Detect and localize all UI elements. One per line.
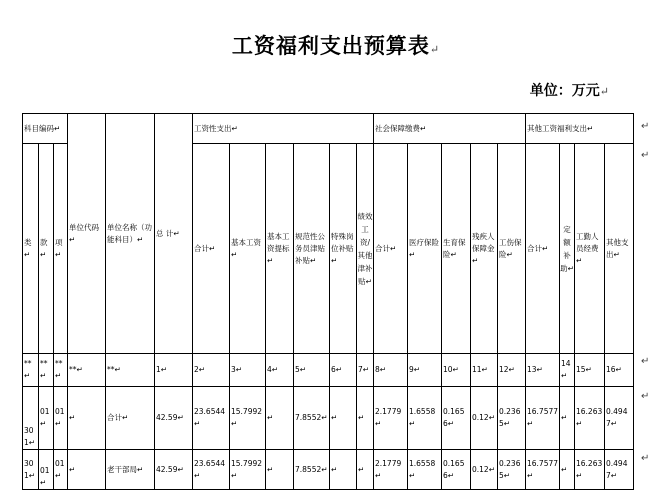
index-cell: 4↵ [266,354,294,387]
header-total: 总 计↵ [155,114,193,354]
header-unit-code: 单位代码↵ [68,114,106,354]
header-social-col: 医疗保险↵ [408,144,442,354]
cell-section: 01↵ [39,387,54,450]
header-social-col: 合计↵ [374,144,408,354]
index-cell: 16↵ [605,354,634,387]
header-other-col: 定额补助↵ [560,144,575,354]
header-wage-col: 特殊岗位补贴↵ [330,144,357,354]
header-wage-col: 规范性公务员津贴补贴↵ [294,144,330,354]
page-title-text: 工资福利支出预算表 [231,33,430,58]
cell-unit-name: 老干部局↵ [106,450,155,490]
cell-wage: ↵ [266,387,294,450]
cell-wage: ↵ [330,450,357,490]
index-cell: 3↵ [230,354,266,387]
cell-section: 01↵ [39,450,54,490]
cell-category: 301↵ [23,387,39,450]
cell-social: 0.1656↵ [442,450,471,490]
paragraph-mark-icon: ↵ [641,121,650,132]
budget-table-wrapper [22,113,634,490]
table-row [23,450,634,490]
cell-social: 0.2365↵ [498,387,526,450]
index-cell: 8↵ [374,354,408,387]
table-row [23,387,634,450]
cell-total: 42.59↵ [155,450,193,490]
header-category: 类↵ [23,144,39,354]
cell-social: 0.12↵ [471,387,498,450]
header-item: 项↵ [54,144,68,354]
header-wage-col: 绩效工资/其他津补贴↵ [357,144,374,354]
header-other-col: 合计↵ [526,144,560,354]
index-cell: 10↵ [442,354,471,387]
index-cell: **↵ [39,354,54,387]
index-cell: 15↵ [575,354,605,387]
cell-wage: 15.7992↵ [230,450,266,490]
index-cell: 11↵ [471,354,498,387]
paragraph-mark-icon: ↵ [641,356,650,367]
cell-wage: ↵ [357,450,374,490]
header-other-col: 其他支出↵ [605,144,634,354]
header-other-col: 工勤人员经费↵ [575,144,605,354]
header-wage-group: 工资性支出↵ [193,114,374,144]
index-cell: 14↵ [560,354,575,387]
cell-social: 1.6558↵ [408,450,442,490]
index-cell: **↵ [54,354,68,387]
index-cell: 2↵ [193,354,230,387]
cell-wage: 15.7992↵ [230,387,266,450]
cell-wage: 23.6544↵ [193,450,230,490]
cell-item: 01↵ [54,387,68,450]
header-social-col: 工伤保险↵ [498,144,526,354]
cell-other: 16.263↵ [575,387,605,450]
cell-social: 2.1779↵ [374,450,408,490]
index-cell: **↵ [106,354,155,387]
cell-social: 0.1656↵ [442,387,471,450]
unit-label [530,80,609,100]
cell-unit-code: ↵ [68,450,106,490]
cell-other: 0.4947↵ [605,387,634,450]
index-cell: **↵ [23,354,39,387]
header-wage-col: 基本工资↵ [230,144,266,354]
paragraph-mark-icon: ↵ [599,85,609,98]
cell-wage: 7.8552↵ [294,450,330,490]
header-subject-code: 科目编码↵ [23,114,68,144]
cell-other: ↵ [560,387,575,450]
cell-wage: 7.8552↵ [294,387,330,450]
cell-item: 01↵ [54,450,68,490]
cell-social: 1.6558↵ [408,387,442,450]
cell-social: 0.2365↵ [498,450,526,490]
header-social-group: 社会保障缴费↵ [374,114,526,144]
paragraph-mark-icon: ↵ [429,43,440,56]
paragraph-mark-icon: ↵ [641,391,650,402]
paragraph-mark-icon: ↵ [641,453,650,464]
index-cell: **↵ [68,354,106,387]
cell-unit-code: ↵ [68,387,106,450]
header-row-groups [23,114,634,144]
index-cell: 9↵ [408,354,442,387]
cell-other: 0.4947↵ [605,450,634,490]
cell-category: 301↵ [23,450,39,490]
index-cell: 12↵ [498,354,526,387]
header-other-group: 其他工资福利支出↵ [526,114,634,144]
index-cell: 7↵ [357,354,374,387]
cell-social: 2.1779↵ [374,387,408,450]
cell-wage: ↵ [266,450,294,490]
cell-other: ↵ [560,450,575,490]
cell-wage: ↵ [330,387,357,450]
cell-unit-name: 合计↵ [106,387,155,450]
index-cell: 1↵ [155,354,193,387]
header-social-col: 残疾人保障金↵ [471,144,498,354]
index-cell: 13↵ [526,354,560,387]
header-wage-col: 合计↵ [193,144,230,354]
header-wage-col: 基本工资提标↵ [266,144,294,354]
cell-social: 0.12↵ [471,450,498,490]
unit-label-text: 单位：万元 [529,83,600,99]
index-row [23,354,634,387]
cell-wage: ↵ [357,387,374,450]
page-title [0,30,671,60]
cell-other: 16.7577↵ [526,387,560,450]
cell-other: 16.7577↵ [526,450,560,490]
cell-other: 16.263↵ [575,450,605,490]
budget-table [22,113,634,490]
header-unit-name: 单位名称（功能科目）↵ [106,114,155,354]
paragraph-mark-icon: ↵ [641,150,650,161]
index-cell: 6↵ [330,354,357,387]
cell-wage: 23.6544↵ [193,387,230,450]
header-section: 款↵ [39,144,54,354]
index-cell: 5↵ [294,354,330,387]
cell-total: 42.59↵ [155,387,193,450]
header-social-col: 生育保险↵ [442,144,471,354]
